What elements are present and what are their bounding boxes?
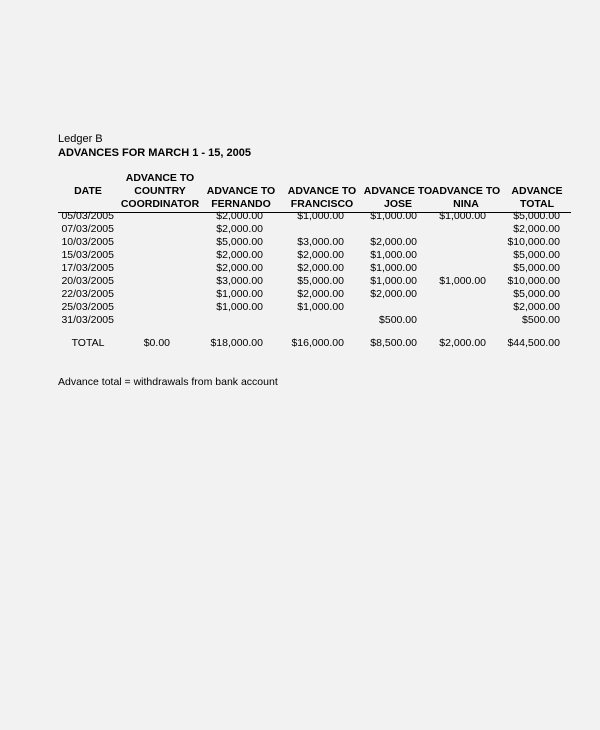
- cell-date: 31/03/2005: [61, 314, 114, 326]
- total-jose: $8,500.00: [370, 337, 417, 349]
- table-row: [0, 236, 600, 249]
- cell-fernando: $3,000.00: [216, 275, 263, 287]
- header-total: ADVANCE TOTAL: [511, 185, 563, 210]
- total-nina: $2,000.00: [439, 337, 486, 349]
- cell-total: $5,000.00: [513, 288, 560, 300]
- header-francisco: ADVANCE TO FRANCISCO: [287, 185, 357, 210]
- cell-fernando: $1,000.00: [216, 288, 263, 300]
- total-francisco: $16,000.00: [291, 337, 344, 349]
- table-row: [0, 210, 600, 223]
- cell-date: 25/03/2005: [61, 301, 114, 313]
- cell-jose: $1,000.00: [370, 262, 417, 274]
- cell-date: 22/03/2005: [61, 288, 114, 300]
- cell-date: 07/03/2005: [61, 223, 114, 235]
- cell-total: $500.00: [522, 314, 560, 326]
- cell-total: $2,000.00: [513, 223, 560, 235]
- cell-total: $5,000.00: [513, 262, 560, 274]
- cell-total: $5,000.00: [513, 249, 560, 261]
- table-row: [0, 262, 600, 275]
- table-row: [0, 223, 600, 236]
- header-fernando: ADVANCE TO FERNANDO: [206, 185, 276, 210]
- total-fernando: $18,000.00: [210, 337, 263, 349]
- total-advance: $44,500.00: [507, 337, 560, 349]
- cell-francisco: $3,000.00: [297, 236, 344, 248]
- cell-francisco: $2,000.00: [297, 262, 344, 274]
- cell-fernando: $2,000.00: [216, 210, 263, 222]
- total-coordinator: $0.00: [143, 337, 170, 349]
- cell-fernando: $5,000.00: [216, 236, 263, 248]
- cell-fernando: $1,000.00: [216, 301, 263, 313]
- cell-francisco: $1,000.00: [297, 210, 344, 222]
- table-row: [0, 249, 600, 262]
- cell-francisco: $2,000.00: [297, 288, 344, 300]
- header-nina: ADVANCE TO NINA: [431, 185, 501, 210]
- cell-francisco: $1,000.00: [297, 301, 344, 313]
- cell-francisco: $2,000.00: [297, 249, 344, 261]
- header-coordinator: ADVANCE TO COUNTRY COORDINATOR: [120, 172, 200, 210]
- totals-label: TOTAL: [71, 337, 105, 349]
- cell-nina: $1,000.00: [439, 210, 486, 222]
- cell-fernando: $2,000.00: [216, 223, 263, 235]
- cell-jose: $2,000.00: [370, 288, 417, 300]
- table-row: [0, 301, 600, 314]
- cell-nina: $1,000.00: [439, 275, 486, 287]
- table-row: [0, 275, 600, 288]
- totals-row: [0, 337, 600, 350]
- cell-fernando: $2,000.00: [216, 262, 263, 274]
- cell-date: 10/03/2005: [61, 236, 114, 248]
- footnote: Advance total = withdrawals from bank account: [58, 376, 278, 388]
- cell-total: $5,000.00: [513, 210, 560, 222]
- cell-jose: $500.00: [379, 314, 417, 326]
- cell-date: 15/03/2005: [61, 249, 114, 261]
- table-row: [0, 288, 600, 301]
- ledger-title: ADVANCES FOR MARCH 1 - 15, 2005: [58, 147, 251, 159]
- table-row: [0, 314, 600, 327]
- cell-jose: $1,000.00: [370, 249, 417, 261]
- cell-date: 20/03/2005: [61, 275, 114, 287]
- cell-total: $10,000.00: [507, 236, 560, 248]
- cell-total: $2,000.00: [513, 301, 560, 313]
- ledger-table-body: [0, 210, 600, 327]
- cell-jose: $2,000.00: [370, 236, 417, 248]
- cell-fernando: $2,000.00: [216, 249, 263, 261]
- cell-jose: $1,000.00: [370, 275, 417, 287]
- cell-jose: $1,000.00: [370, 210, 417, 222]
- header-date: DATE: [74, 185, 102, 197]
- cell-francisco: $5,000.00: [297, 275, 344, 287]
- ledger-label: Ledger B: [58, 133, 103, 145]
- cell-date: 05/03/2005: [61, 210, 114, 222]
- header-jose: ADVANCE TO JOSE: [363, 185, 433, 210]
- cell-total: $10,000.00: [507, 275, 560, 287]
- cell-date: 17/03/2005: [61, 262, 114, 274]
